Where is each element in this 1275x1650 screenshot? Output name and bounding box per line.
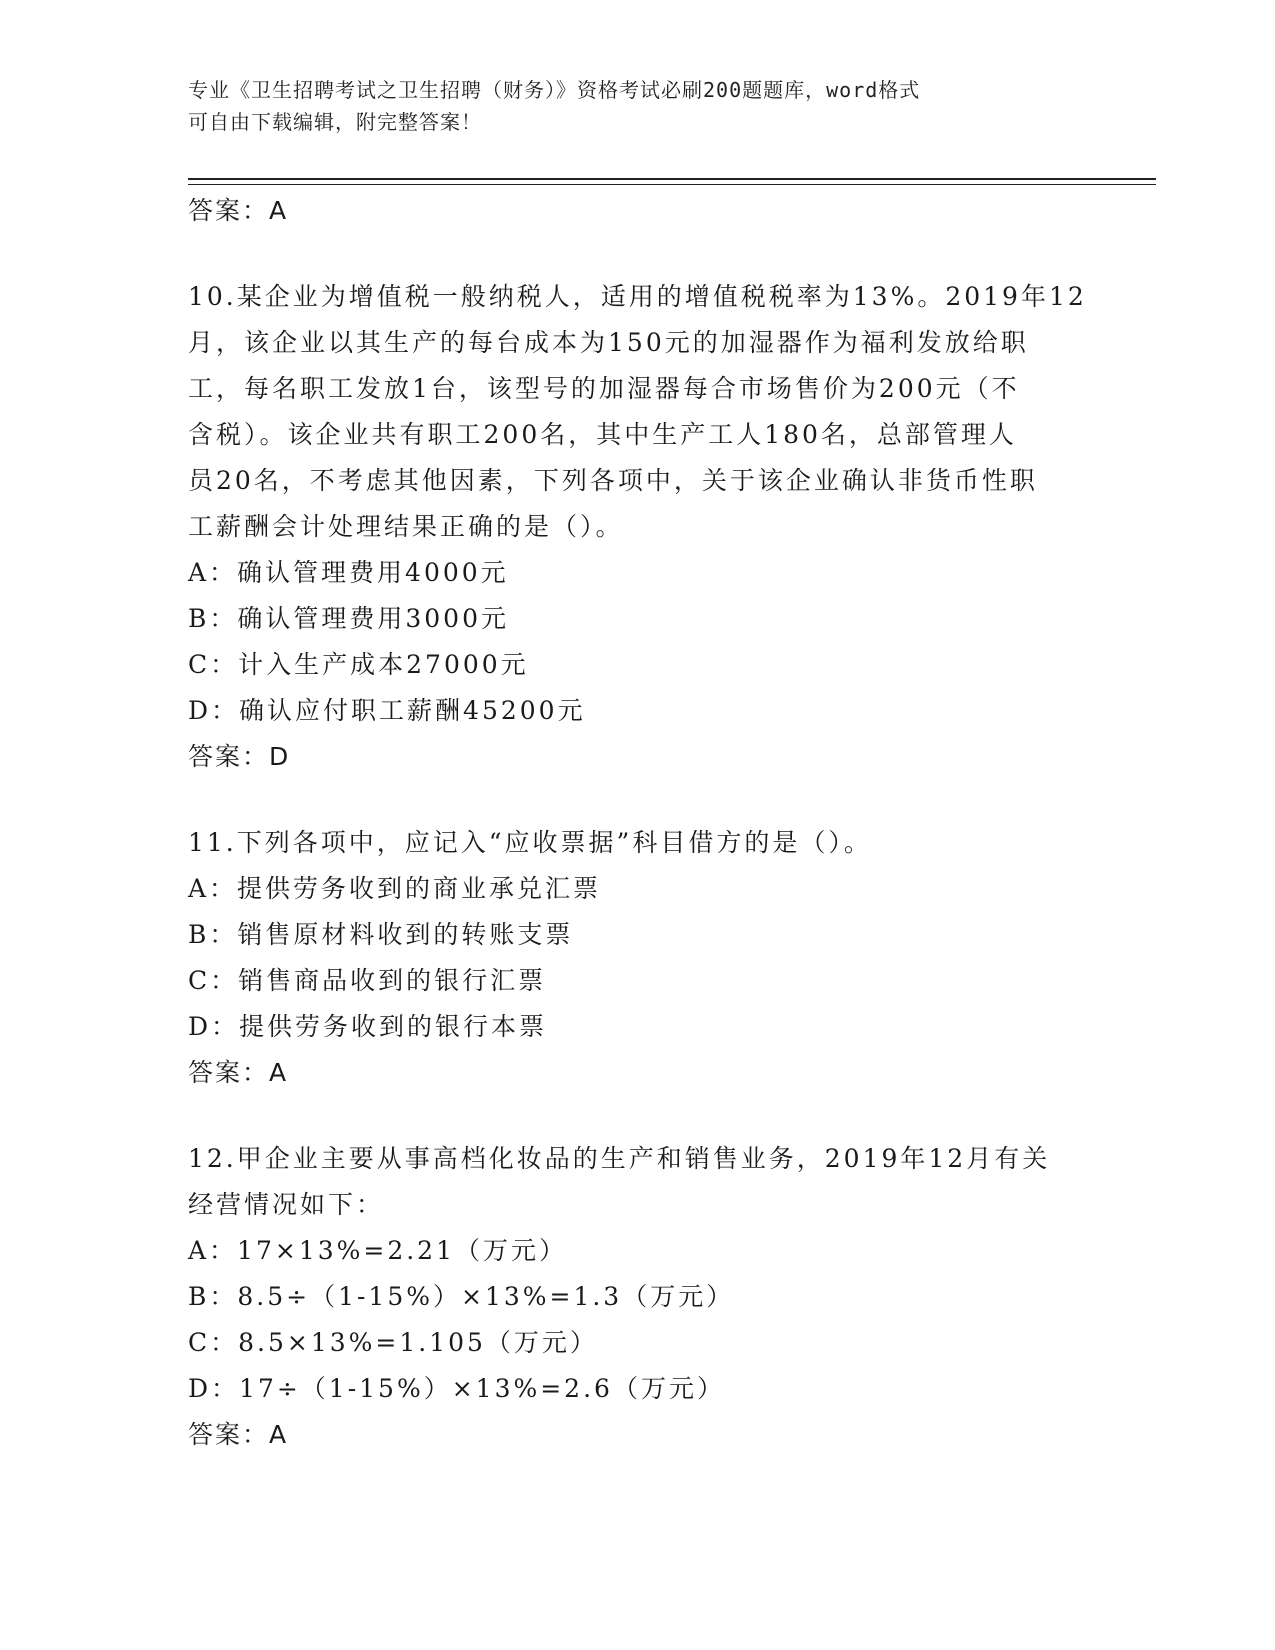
option-a: A：17×13%=2.21（万元） bbox=[188, 1236, 567, 1265]
option-b: B：确认管理费用3000元 bbox=[188, 604, 509, 633]
option-d: D：提供劳务收到的银行本票 bbox=[188, 1012, 548, 1041]
answer: 答案：D bbox=[188, 742, 291, 771]
option-b: B：8.5÷（1-15%）×13%=1.3（万元） bbox=[188, 1282, 735, 1311]
spacer bbox=[188, 1096, 1088, 1136]
document-header bbox=[188, 74, 1068, 138]
question-stem-line: 经营情况如下： bbox=[188, 1190, 385, 1219]
document-body bbox=[188, 188, 1088, 1458]
question-stem-line: 员20名，不考虑其他因素，下列各项中，关于该企业确认非货币性职 bbox=[188, 466, 1038, 495]
option-c: C：计入生产成本27000元 bbox=[188, 650, 529, 679]
previous-answer: 答案：A bbox=[188, 196, 289, 225]
question-stem-line: 12.甲企业主要从事高档化妆品的生产和销售业务，2019年12月有关 bbox=[188, 1144, 1051, 1173]
option-b: B：销售原材料收到的转账支票 bbox=[188, 920, 574, 949]
question-stem-line: 工，每名职工发放1台，该型号的加湿器每合市场售价为200元（不 bbox=[188, 374, 1020, 403]
spacer bbox=[188, 234, 1088, 274]
answer: 答案：A bbox=[188, 1058, 289, 1087]
question-stem-line: 11.下列各项中，应记入“应收票据”科目借方的是（）。 bbox=[188, 828, 872, 857]
question-stem-line: 月，该企业以其生产的每台成本为150元的加湿器作为福利发放给职 bbox=[188, 328, 1029, 357]
option-d: D：17÷（1-15%）×13%=2.6（万元） bbox=[188, 1374, 725, 1403]
option-d: D：确认应付职工薪酬45200元 bbox=[188, 696, 586, 725]
header-title-line-2: 可自由下载编辑，附完整答案！ bbox=[188, 110, 482, 134]
option-a: A：提供劳务收到的商业承兑汇票 bbox=[188, 874, 602, 903]
question-stem-line: 工薪酬会计处理结果正确的是（）。 bbox=[188, 512, 624, 541]
question-12 bbox=[188, 1136, 1088, 1458]
question-stem-line: 10.某企业为增值税一般纳税人，适用的增值税税率为13%。2019年12 bbox=[188, 282, 1087, 311]
answer: 答案：A bbox=[188, 1420, 289, 1449]
question-stem-line: 含税）。该企业共有职工200名，其中生产工人180名，总部管理人 bbox=[188, 420, 1017, 449]
header-divider-thick bbox=[188, 178, 1156, 180]
option-c: C：销售商品收到的银行汇票 bbox=[188, 966, 547, 995]
header-title-line-1: 专业《卫生招聘考试之卫生招聘（财务）》资格考试必刷200题题库，word格式 bbox=[188, 78, 921, 102]
header-divider-thin bbox=[188, 184, 1156, 185]
option-c: C：8.5×13%=1.105（万元） bbox=[188, 1328, 598, 1357]
question-10 bbox=[188, 274, 1088, 780]
question-11 bbox=[188, 820, 1088, 1096]
option-a: A：确认管理费用4000元 bbox=[188, 558, 509, 587]
spacer bbox=[188, 780, 1088, 820]
